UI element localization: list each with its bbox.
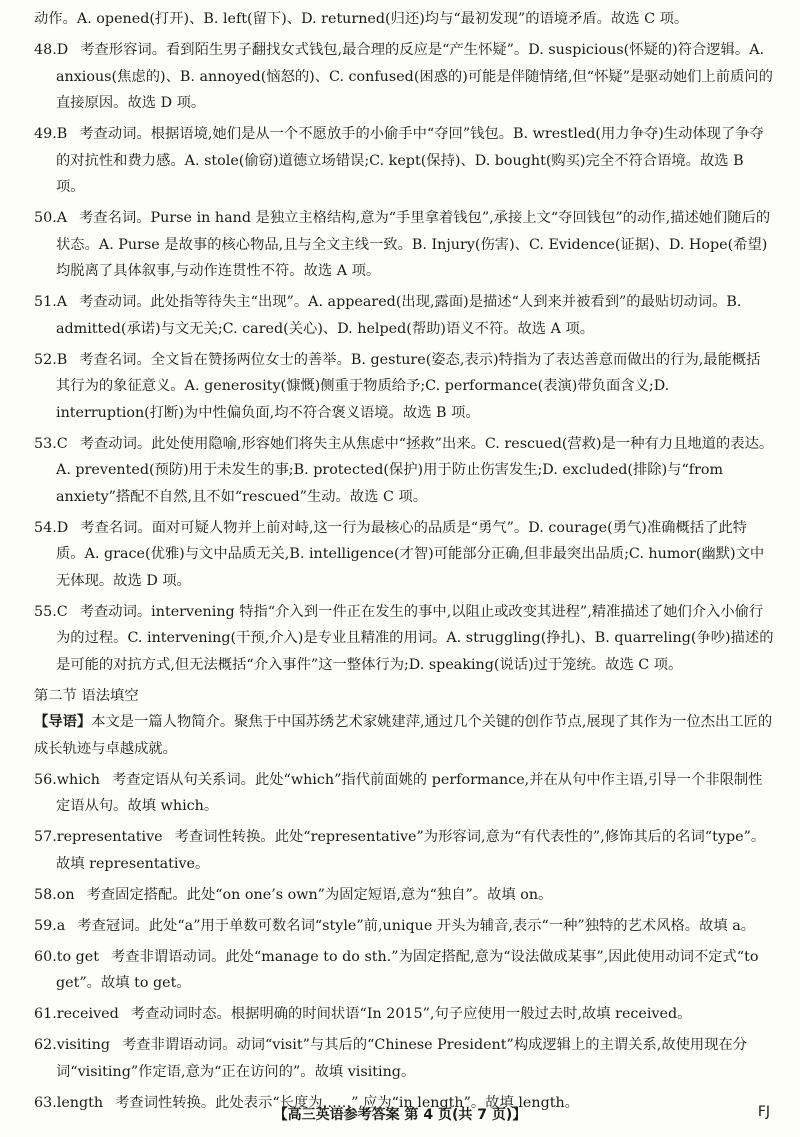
answer-item — [34, 121, 774, 201]
item-answer: C — [56, 435, 68, 452]
item-explanation: 考查动词时态。根据明确的时间状语“In 2015”,句子应使用一般过去时,故填 received。 — [130, 1006, 692, 1022]
item-answer: B — [56, 126, 68, 142]
item-number: 57. — [34, 829, 57, 845]
intro-paragraph — [34, 709, 774, 762]
item-explanation: 考查词性转换。此处“representative”为形容词,意为“有代表性的”,修饰其后的名词“type”。故填 representative。 — [56, 829, 766, 872]
item-explanation: 考查动词。根据语境,她们是从一个不愿放手的小偷手中“夺回”钱包。B. wrestled(用力争夺)生动体现了争夺的对抗性和费力感。A. stole(偷窃)道德立场错误;C. kept(保持)、D. bought(购买)完全不符合语境。故选 B 项。 — [56, 126, 764, 195]
cloze-answer-list — [34, 37, 774, 678]
item-number: 48. — [34, 42, 57, 58]
item-number: 62. — [34, 1037, 57, 1053]
item-answer: a — [56, 917, 66, 934]
item-answer: A — [56, 294, 68, 310]
item-number: 52. — [34, 351, 57, 368]
answer-item — [34, 205, 774, 285]
footer-title: 【高三英语参考答案 第 4 页(共 7 页)】 — [273, 1107, 527, 1123]
item-number: 50. — [34, 210, 57, 226]
item-explanation: 考查名词。全文旨在赞扬两位女士的善举。B. gesture(姿态,表示)特指为了表达善意而做出的行为,最能概括其行为的象征意义。A. generosity(慷慨)侧重于物质给予;C. performance(表演)带负面含义;D. interruption(打断)为中性偏负面,均不符合褒义语境。故选 B 项。 — [56, 351, 761, 421]
item-number: 63. — [34, 1094, 57, 1111]
item-explanation: 考查名词。面对可疑人物并上前对峙,这一行为最核心的品质是“勇气”。D. courage(勇气)准确概括了此特质。A. grace(优雅)与文中品质无关,B. intelligence(才智)可能部分正确,但非最突出品质;C. humor(幽默)文中无体现。故选 D 项。 — [56, 519, 765, 589]
answer-item — [34, 37, 774, 117]
item-explanation: 考查定语从句关系词。此处“which”指代前面姚的 performance,并在从句中作主语,引导一个非限制性定语从句。故填 which。 — [56, 771, 763, 814]
grammar-answer-list — [34, 767, 774, 1117]
answer-item — [34, 1001, 774, 1028]
item-answer: B — [56, 351, 68, 368]
item-explanation: 考查非谓语动词。动词“visit”与其后的“Chinese President”构成逻辑上的主谓关系,故使用现在分词“visiting”作定语,意为“正在访问的”。故填 visiting。 — [56, 1037, 748, 1080]
item-explanation: 考查动词。intervening 特指“介入到一件正在发生的事中,以阻止或改变其进程”,精准描述了她们介入小偷行为的过程。C. intervening(干预,介入)是专业且精准的用词。A. struggling(挣扎)、B. quarreling(争吵)描述的是可能的对抗方式,但无法概括“介入事件”这一整体行为;D. speaking(说话)过于笼统。故选 C 项。 — [56, 603, 774, 673]
item-answer: on — [56, 886, 75, 903]
footer-code: FJ — [757, 1104, 770, 1120]
item-number: 51. — [34, 294, 57, 310]
answer-item — [34, 431, 774, 511]
continued-explanation: 动作。A. opened(打开)、B. left(留下)、D. returned(归还)均与“最初发现”的语境矛盾。故选 C 项。 — [34, 11, 689, 27]
intro-tag: 【导语】 — [34, 714, 92, 730]
answer-item — [34, 944, 774, 997]
item-answer: visiting — [56, 1037, 110, 1053]
item-answer: received — [56, 1006, 119, 1022]
answer-item — [34, 347, 774, 427]
item-answer: to get — [56, 948, 100, 965]
item-explanation: 考查冠词。此处“a”用于单数可数名词“style”前,unique 开头为辅音,表示“一种”独特的艺术风格。故填 a。 — [77, 917, 756, 934]
item-answer: length — [56, 1094, 104, 1111]
item-number: 58. — [34, 886, 57, 903]
item-number: 53. — [34, 435, 57, 452]
section-title: 第二节 语法填空 — [34, 687, 139, 704]
item-answer: representative — [56, 829, 163, 845]
item-explanation: 考查固定搭配。此处“on one’s own”为固定短语,意为“独自”。故填 on。 — [86, 886, 553, 903]
item-explanation: 考查非谓语动词。此处“manage to do sth.”为固定搭配,意为“设法做成某事”,因此使用动词不定式“to get”。故填 to get。 — [56, 948, 759, 991]
item-answer: C — [56, 603, 68, 620]
answer-item — [34, 289, 774, 342]
item-explanation: 考查名词。Purse in hand 是独立主格结构,意为“手里拿着钱包”,承接上文“夺回钱包”的动作,描述她们随后的状态。A. Purse 是故事的核心物品,且与全文主线一致。B. Injury(伤害)、C. Evidence(证据)、D. Hope(希望)均脱离了具体叙事,与动作连贯性不符。故选 A 项。 — [56, 210, 771, 279]
answer-item — [34, 824, 774, 877]
item-number: 55. — [34, 603, 57, 620]
page-footer — [0, 1104, 800, 1124]
item-answer: A — [56, 210, 68, 226]
item-number: 56. — [34, 771, 57, 788]
item-explanation: 考查形容词。看到陌生男子翻找女式钱包,最合理的反应是“产生怀疑”。D. suspicious(怀疑的)符合逻辑。A. anxious(焦虑的)、B. annoyed(恼怒的)、C. confused(困惑的)可能是伴随情绪,但“怀疑”是驱动她们上前质问的直接原因。故选 D 项。 — [56, 42, 773, 111]
answer-item — [34, 515, 774, 595]
intro-text: 本文是一篇人物简介。聚焦于中国苏绣艺术家姚建萍,通过几个关键的创作节点,展现了其作为一位杰出工匠的成长轨迹与卓越成就。 — [34, 714, 773, 757]
item-explanation: 考查动词。此处使用隐喻,形容她们将失主从焦虑中“拯救”出来。C. rescued(营救)是一种有力且地道的表达。A. prevented(预防)用于未发生的事;B. protected(保护)用于防止伤害发生;D. excluded(排除)与“from anxiety”搭配不自然,且不如“rescued”生动。故选 C 项。 — [56, 435, 774, 505]
item-number: 59. — [34, 917, 57, 934]
item-number: 49. — [34, 126, 57, 142]
item-number: 54. — [34, 519, 57, 536]
answer-content — [34, 6, 774, 1121]
item-answer: which — [56, 771, 100, 788]
answer-item — [34, 1032, 774, 1085]
item-explanation: 考查词性转换。此处表示“长度为……”,应为“in length”。故填 length。 — [115, 1094, 579, 1111]
item-answer: D — [56, 42, 69, 58]
answer-item — [34, 882, 774, 909]
item-answer: D — [56, 519, 69, 536]
item-number: 61. — [34, 1006, 57, 1022]
item-explanation: 考查动词。此处指等待失主“出现”。A. appeared(出现,露面)是描述“人到来并被看到”的最贴切动词。B. admitted(承诺)与文无关;C. cared(关心)、D. helped(帮助)语义不符。故选 A 项。 — [56, 294, 742, 337]
answer-item — [34, 767, 774, 820]
answer-item — [34, 913, 774, 940]
item-number: 60. — [34, 948, 57, 965]
answer-item — [34, 599, 774, 679]
